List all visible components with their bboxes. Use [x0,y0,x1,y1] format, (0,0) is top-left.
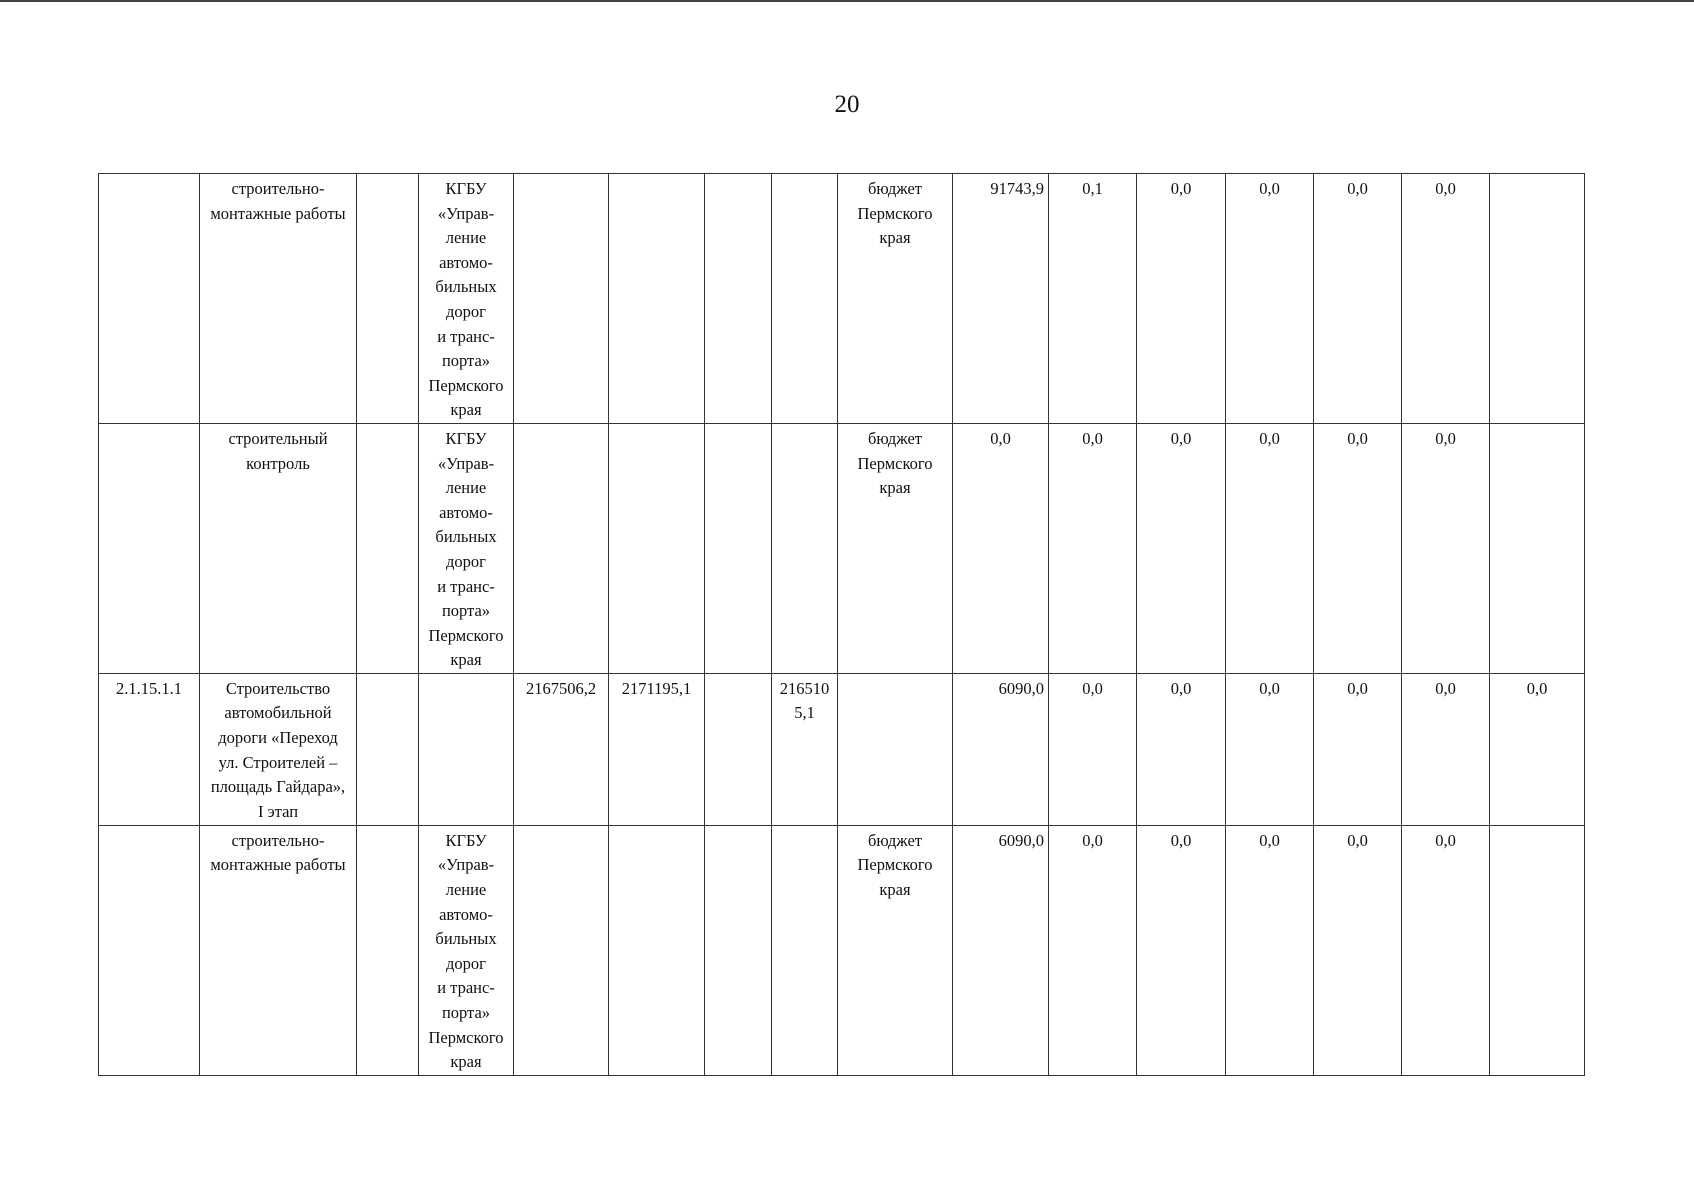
cell-y2: 0,0 [1137,423,1226,673]
cell-y6 [1490,423,1585,673]
cell-y6: 0,0 [1490,673,1585,825]
cell-y1: 0,0 [1049,825,1137,1075]
cell-amount: 91743,9 [953,174,1049,424]
cell-y3: 0,0 [1226,174,1314,424]
cell-executor: КГБУ «Управ- ление автомо- бильных дорог и транс- порта» Пермского края [419,423,514,673]
cell-y4: 0,0 [1314,174,1402,424]
cell-col3 [357,423,419,673]
cell-y4: 0,0 [1314,825,1402,1075]
cell-val2 [609,423,705,673]
cell-val2 [609,825,705,1075]
cell-amount: 6090,0 [953,825,1049,1075]
cell-source: бюджет Пермского края [838,825,953,1075]
cell-val3 [705,825,772,1075]
table-row [99,423,1585,673]
cell-source [838,673,953,825]
table-row [99,673,1585,825]
cell-val2 [609,174,705,424]
budget-table [98,173,1585,1076]
page-number: 20 [834,91,860,118]
cell-y2: 0,0 [1137,174,1226,424]
top-border-line [0,0,1694,2]
cell-y5: 0,0 [1402,423,1490,673]
cell-val1 [514,825,609,1075]
cell-val4: 216510 5,1 [772,673,838,825]
cell-amount: 6090,0 [953,673,1049,825]
cell-name: строительно- монтажные работы [200,174,357,424]
cell-col3 [357,825,419,1075]
table-row [99,825,1585,1075]
cell-val4 [772,174,838,424]
cell-y3: 0,0 [1226,673,1314,825]
cell-y2: 0,0 [1137,673,1226,825]
cell-source: бюджет Пермского края [838,174,953,424]
cell-y3: 0,0 [1226,825,1314,1075]
cell-code [99,174,200,424]
cell-y2: 0,0 [1137,825,1226,1075]
cell-val3 [705,423,772,673]
cell-code [99,423,200,673]
cell-val1 [514,174,609,424]
cell-code [99,825,200,1075]
cell-y1: 0,0 [1049,673,1137,825]
cell-val3 [705,673,772,825]
cell-y5: 0,0 [1402,673,1490,825]
cell-y3: 0,0 [1226,423,1314,673]
cell-y1: 0,1 [1049,174,1137,424]
cell-val4 [772,423,838,673]
cell-source: бюджет Пермского края [838,423,953,673]
cell-val2: 2171195,1 [609,673,705,825]
cell-col3 [357,174,419,424]
cell-amount: 0,0 [953,423,1049,673]
cell-name: строительно- монтажные работы [200,825,357,1075]
cell-code: 2.1.15.1.1 [99,673,200,825]
cell-y1: 0,0 [1049,423,1137,673]
cell-y4: 0,0 [1314,673,1402,825]
cell-col3 [357,673,419,825]
table-row [99,174,1585,424]
cell-y6 [1490,174,1585,424]
cell-y5: 0,0 [1402,825,1490,1075]
cell-y6 [1490,825,1585,1075]
cell-name: Строительство автомобильной дороги «Переход ул. Строителей – площадь Гайдара», I этап [200,673,357,825]
cell-executor: КГБУ «Управ- ление автомо- бильных дорог и транс- порта» Пермского края [419,825,514,1075]
cell-name: строительный контроль [200,423,357,673]
cell-executor [419,673,514,825]
cell-val1: 2167506,2 [514,673,609,825]
cell-y5: 0,0 [1402,174,1490,424]
cell-executor: КГБУ «Управ- ление автомо- бильных дорог и транс- порта» Пермского края [419,174,514,424]
cell-val4 [772,825,838,1075]
cell-val1 [514,423,609,673]
cell-y4: 0,0 [1314,423,1402,673]
cell-val3 [705,174,772,424]
